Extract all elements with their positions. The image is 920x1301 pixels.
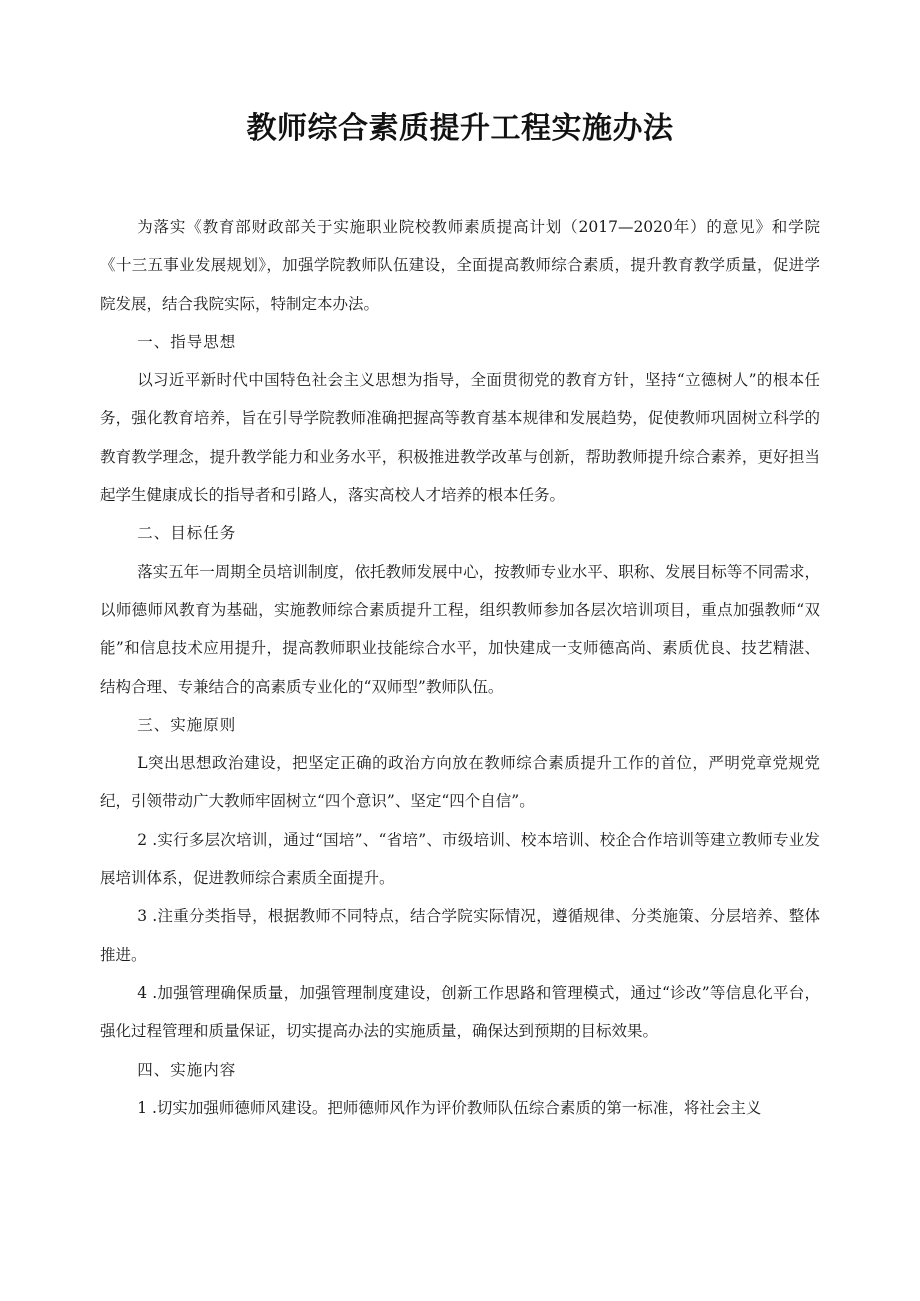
section-heading-guiding-ideology: 一、指导思想 (137, 332, 237, 351)
principle-item-1: L突出思想政治建设，把坚定正确的政治方向放在教师综合素质提升工作的首位，严明党章党规党纪，引领带动广大教师牢固树立“四个意识”、坚定“四个自信”。 (100, 754, 820, 811)
section-heading-implementation-principles: 三、实施原则 (137, 715, 237, 734)
content-item-1: 1 .切实加强师德师风建设。把师德师风作为评价教师队伍综合素质的第一标准，将社会主义 (137, 1098, 762, 1117)
principle-item-2: 2 .实行多层次培训，通过“国培”、“省培”、市级培训、校本培训、校企合作培训等建立教师专业发展培训体系，促进教师综合素质全面提升。 (100, 830, 820, 888)
goals-tasks-paragraph: 落实五年一周期全员培训制度，依托教师发展中心，按教师专业水平、职称、发展目标等不同需求，以师德师风教育为基础，实施教师综合素质提升工程，组织教师参加各层次培训项目，重点加强教师“双能”和信息技术应用提升，提高教师职业技能综合水平，加快建成一支师德高尚、素质优良、技艺精湛、结构合理、专兼结合的高素质专业化的“双师型”教师队伍。 (100, 562, 820, 696)
principle-item-4: 4 .加强管理确保质量，加强管理制度建设，创新工作思路和管理模式，通过“诊改”等信息化平台，强化过程管理和质量保证，切实提高办法的实施质量，确保达到预期的目标效果。 (100, 983, 820, 1041)
principle-item-3: 3 .注重分类指导，根据教师不同特点，结合学院实际情况，遵循规律、分类施策、分层培养、整体推进。 (100, 907, 820, 964)
section-heading-implementation-content: 四、实施内容 (137, 1060, 237, 1079)
guiding-ideology-paragraph: 以习近平新时代中国特色社会主义思想为指导，全面贯彻党的教育方针，坚持“立德树人”的根本任务，强化教育培养，旨在引导学院教师准确把握高等教育基本规律和发展趋势，促使教师巩固树立科学的教育教学理念，提升教学能力和业务水平，积极推进教学改革与创新，帮助教师提升综合素养，更好担当起学生健康成长的指导者和引路人，落实高校人才培养的根本任务。 (100, 371, 820, 505)
section-heading-goals-tasks: 二、目标任务 (137, 524, 237, 543)
document-title: 教师综合素质提升工程实施办法 (246, 111, 674, 146)
intro-paragraph: 为落实《教育部财政部关于实施职业院校教师素质提高计划（2017—2020年）的意见》和学院《十三五事业发展规划》，加强学院教师队伍建设，全面提高教师综合素质，提升教育教学质量，促进学院发展，结合我院实际，特制定本办法。 (100, 218, 820, 313)
document-body (100, 208, 820, 1127)
